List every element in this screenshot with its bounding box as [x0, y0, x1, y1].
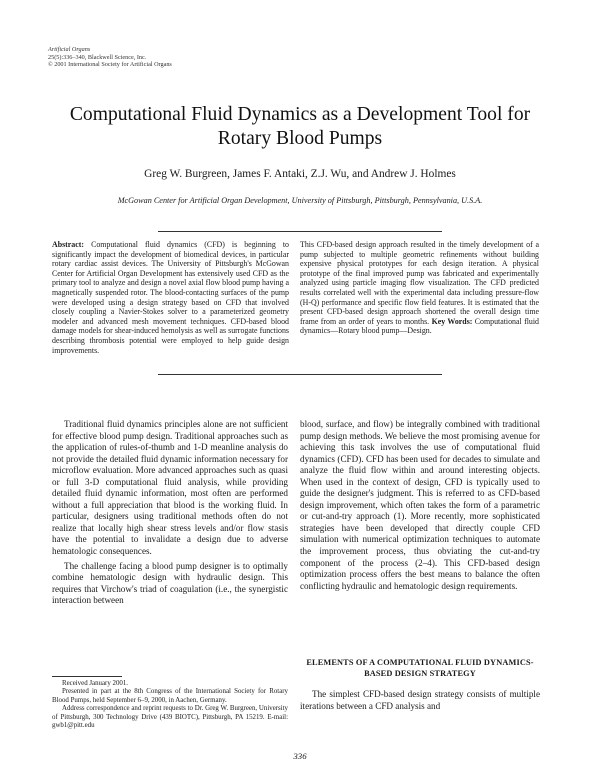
section-body	[300, 689, 540, 712]
title-line-2: Rotary Blood Pumps	[217, 128, 383, 149]
footnote-presented: Presented in part at the 8th Congress of the International Society for Rotary Blood Pumps, held September 6–9, 2000, in Aachen, Germany.	[52, 688, 288, 704]
journal-name: Artificial Organs	[48, 46, 91, 53]
abstract-right-column	[300, 240, 539, 336]
rule-top	[158, 231, 442, 232]
page-number: 336	[293, 751, 307, 761]
body-right-column	[300, 419, 540, 592]
section-heading: ELEMENTS OF A COMPUTATIONAL FLUID DYNAMICS-BASED DESIGN STRATEGY	[306, 658, 534, 678]
body-paragraph: Traditional fluid dynamics principles alone are not sufficient for effective blood pump design. Traditional approaches such as the application of rules-of-thumb and 1-D meanline analysis do not provide the detailed fluid dynamic information necessary for microflow evaluation. More advanced approaches such as quasi or full 3-D computational fluid analysis, while providing detailed fluid dynamic information, most often are performed without a full appreciation that blood is the working fluid. In particular, designers using traditional methods often do not realize that locally high shear stress levels and/or flow stasis have the potential to invalidate a design due to adverse hematologic consequences.	[52, 419, 288, 557]
journal-header	[48, 46, 172, 69]
title-line-1: Computational Fluid Dynamics as a Development Tool for	[69, 104, 531, 125]
body-paragraph: The simplest CFD-based design strategy consists of multiple iterations between a CFD analysis and	[300, 689, 540, 711]
abstract-left-column	[52, 240, 289, 355]
article-title	[30, 103, 570, 151]
footnote-address: Address correspondence and reprint requests to Dr. Greg W. Burgreen, University of Pittsburgh, 300 Technology Drive (439 BIOTC), Pittsburgh, PA 15219. E-mail: gwb1@pitt.edu	[52, 705, 288, 730]
abstract-label: Abstract:	[52, 240, 84, 249]
abstract-left-text: Computational fluid dynamics (CFD) is beginning to significantly impact the development of biomedical devices, in particular rotary cardiac assist devices. The University of Pittsburgh's McGowan Center for Artificial Organ Development has extensively used CFD as the primary tool to analyze and design a novel axial flow blood pump having a magnetically suspended rotor. The blood-contacting surfaces of the pump were developed using a design strategy based on CFD that involved closely coupling a Navier-Stokes solver to a parameterized geometry modeler and advanced mesh movement techniques. CFD-based blood damage models for shear-induced hemolysis as well as surrogate functions describing thrombosis potential were employed to help guide design improvements.	[52, 240, 289, 355]
journal-copyright: © 2001 International Society for Artificial Organs	[48, 61, 172, 69]
journal-volume: 25(5):336–340, Blackwell Science, Inc.	[48, 53, 147, 61]
abstract-right-text: This CFD-based design approach resulted in the timely development of a pump subjected to multiple geometric refinements without building expensive physical prototypes for each design iteration. A physical prototype of the final improved pump was fabricated and experimentally analyzed using particle imaging flow visualization. The CFD predicted results correlated well with the experimental data including pressure-flow (H-Q) performance and specific flow field features. It is estimated that the present CFD-based design approach shortened the overall design time frame from an order of years to months.	[300, 240, 539, 326]
footnotes	[52, 680, 288, 730]
body-left-column	[52, 419, 288, 607]
body-paragraph: blood, surface, and flow) be integrally combined with traditional pump design methods. We believe the most promising avenue for achieving this task involves the use of computational fluid dynamics (CFD). CFD has been used for decades to simulate and analyze the fluid flow within and around interesting objects. When used in the context of design, CFD is typically used to guide the designer's judgment. This is referred to as CFD-based design improvement, which often takes the form of a parametric or cut-and-try approach (1). More recently, more sophisticated strategies have been developed that directly couple CFD simulation with numerical optimization techniques to automate the improvement process, thus obviating the cut-and-try component of the process (2–4). This CFD-based design optimization process offers the best means to balance the often conflicting hydraulic and hematologic design requirements.	[300, 419, 540, 591]
footnote-rule	[52, 676, 122, 677]
author-list: Greg W. Burgreen, James F. Antaki, Z.J. Wu, and Andrew J. Holmes	[144, 168, 456, 180]
body-paragraph: The challenge facing a blood pump designer is to optimally combine hematologic design with hydraulic design. This requires that Virchow's triad of coagulation (i.e., the synergistic interaction between	[52, 560, 288, 606]
footnote-received: Received January 2001.	[62, 680, 129, 687]
rule-bottom	[158, 374, 442, 375]
key-words-label: Key Words:	[431, 316, 473, 326]
affiliation: McGowan Center for Artificial Organ Development, University of Pittsburgh, Pittsburgh, Pennsylvania, U.S.A.	[117, 196, 483, 205]
key-words-text: Computational fluid dynamics—Rotary blood pump—Design.	[300, 316, 539, 336]
